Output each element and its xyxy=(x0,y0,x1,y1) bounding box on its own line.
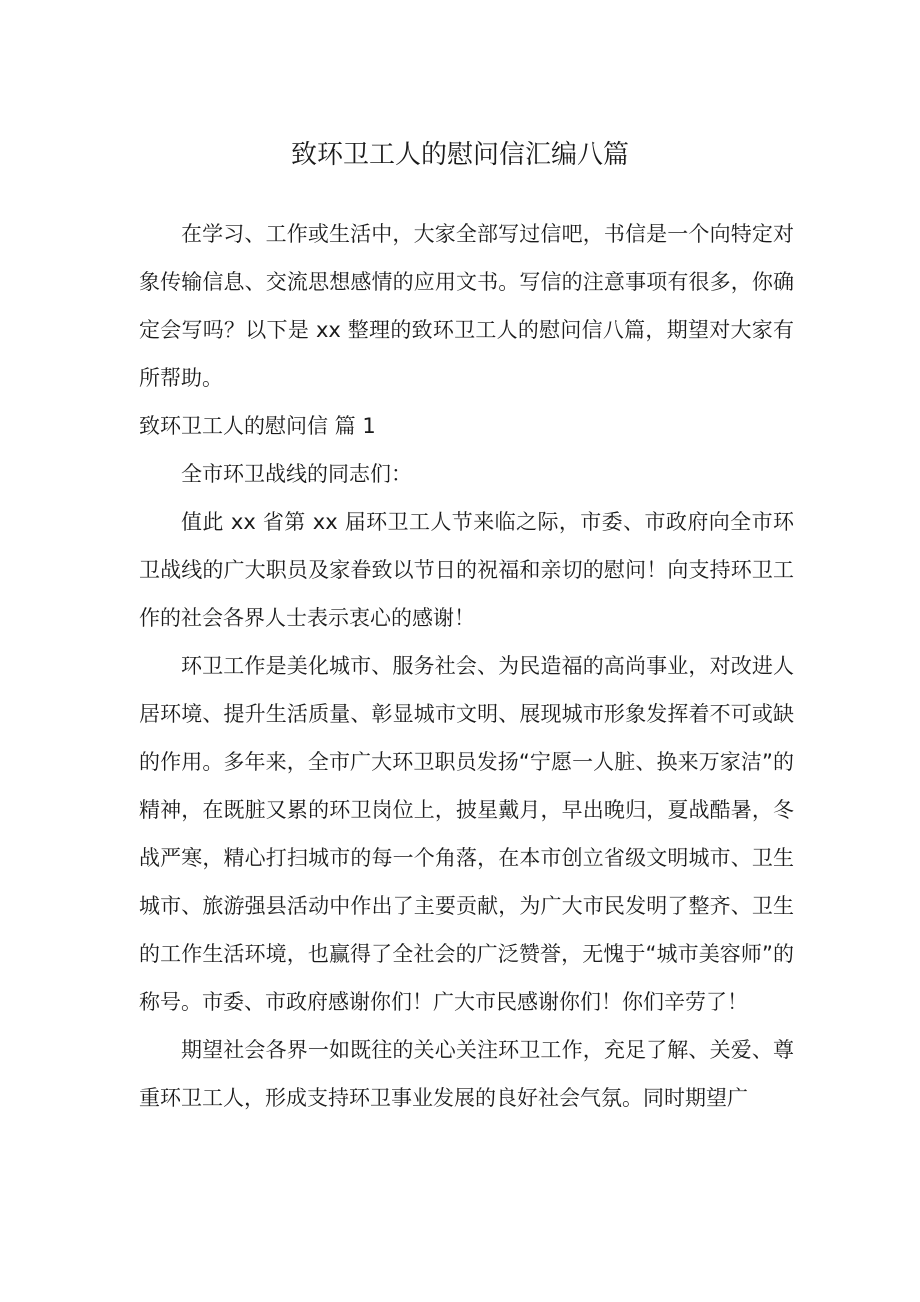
section-heading: 致环卫工人的慰问信 篇 1 xyxy=(139,414,376,438)
document-title: 致环卫工人的慰问信汇编八篇 xyxy=(290,140,629,171)
body-paragraph: 环卫工作是美化城市、服务社会、为民造福的高尚事业，对改进人居环境、提升生活质量、彰显城市文明、展现城市形象发挥着不可或缺的作用。多年来，全市广大环卫职员发扬“宁愿一人脏、换来万家洁”的精神，在既脏又累的环卫岗位上，披星戴月，早出晚归，夏战酷暑，冬战严寒，精心打扫城市的每一个角落，在本市创立省级文明城市、卫生城市、旅游强县活动中作出了主要贡献，为广大市民发明了整齐、卫生的工作生活环境，也赢得了全社会的广泛赞誉，无愧于“城市美容师”的称号。市委、市政府感谢你们！广大市民感谢你们！你们辛劳了！ xyxy=(139,654,794,1014)
body-paragraph: 值此 xx 省第 xx 届环卫工人节来临之际，市委、市政府向全市环卫战线的广大职员及家眷致以节日的祝福和亲切的慰问！向支持环卫工作的社会各界人士表示衷心的感谢！ xyxy=(139,510,794,630)
document-body xyxy=(139,210,794,1122)
body-paragraph: 期望社会各界一如既往的关心关注环卫工作，充足了解、关爱、尊重环卫工人，形成支持环卫事业发展的良好社会气氛。同时期望广 xyxy=(139,1038,794,1110)
intro-paragraph: 在学习、工作或生活中，大家全部写过信吧，书信是一个向特定对象传输信息、交流思想感情的应用文书。写信的注意事项有很多，你确定会写吗？以下是 xx 整理的致环卫工人的慰问信八篇，期望对大家有所帮助。 xyxy=(139,222,794,390)
salutation: 全市环卫战线的同志们： xyxy=(181,462,412,486)
